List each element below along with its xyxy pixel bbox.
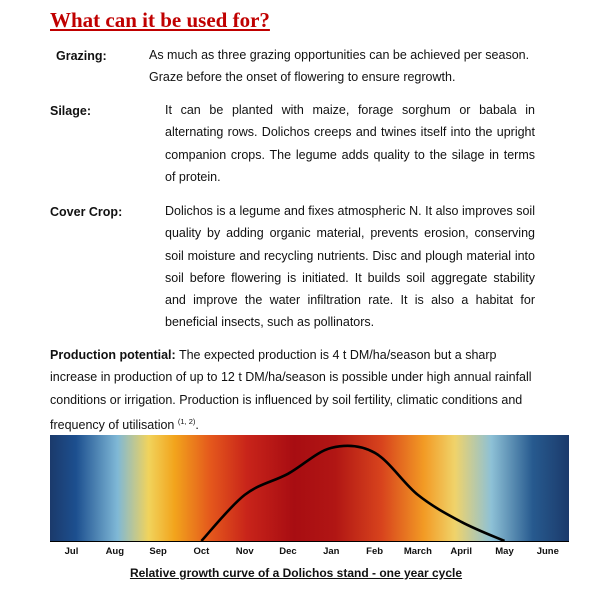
- growth-chart-svg: [50, 435, 569, 541]
- grazing-text: [149, 44, 569, 89]
- x-tick-label: Dec: [279, 546, 297, 557]
- production-text: The expected production is 4 t DM/ha/season but a sharp increase in production of up to 12 t DM/ha/season is possible under high annual rainfall conditions or irrigation. Production is influenced by soil fertility, climatic conditions and frequency of utilisation: [50, 348, 532, 432]
- x-tick-label: Jan: [323, 546, 340, 557]
- grazing-label: Grazing:: [56, 49, 107, 63]
- x-axis-line: [50, 541, 569, 542]
- page-title: What can it be used for?: [50, 8, 270, 32]
- x-tick-label: April: [450, 546, 473, 557]
- production-label: Production potential:: [50, 348, 176, 362]
- cover-crop-label: Cover Crop:: [50, 205, 123, 219]
- silage-text: It can be planted with maize, forage sorghum or babala in alternating rows. Dolichos creeps and twines itself into the upright companion crops. The legume adds quality to the silage in terms of protein.: [165, 103, 535, 184]
- cover-crop-text: Dolichos is a legume and fixes atmospheric N. It also improves soil quality by adding organic material, prevents erosion, conserving soil moisture and recycling nutrients. Disc and plough material into soil before flowering is initiated. It builds soil aggregate stability and improve the water infiltration rate. It is also a habitat for beneficial insects, such as pollinators.: [165, 204, 535, 330]
- x-tick-label: March: [403, 546, 432, 557]
- grazing-line-1: As much as three grazing opportunities can be achieved per season.: [149, 48, 530, 62]
- x-tick-label: May: [495, 546, 514, 557]
- silage-label: Silage:: [50, 104, 91, 118]
- x-tick-label: Jul: [64, 546, 79, 557]
- production-paragraph: [50, 344, 535, 436]
- x-tick-label: Aug: [105, 546, 125, 557]
- production-end: .: [195, 417, 199, 432]
- production-reference: (1, 2): [177, 416, 196, 426]
- x-tick-label: Oct: [193, 546, 210, 557]
- x-tick-label: Sep: [149, 546, 167, 557]
- x-tick-label: June: [536, 546, 559, 557]
- growth-chart: [50, 435, 569, 541]
- x-tick-label: Feb: [366, 546, 384, 557]
- chart-background: [50, 435, 569, 541]
- grazing-line-2: Graze before the onset of flowering to ensure regrowth.: [149, 70, 456, 85]
- chart-caption: Relative growth curve of a Dolichos stand - one year cycle: [129, 566, 463, 580]
- x-tick-label: Nov: [235, 546, 254, 557]
